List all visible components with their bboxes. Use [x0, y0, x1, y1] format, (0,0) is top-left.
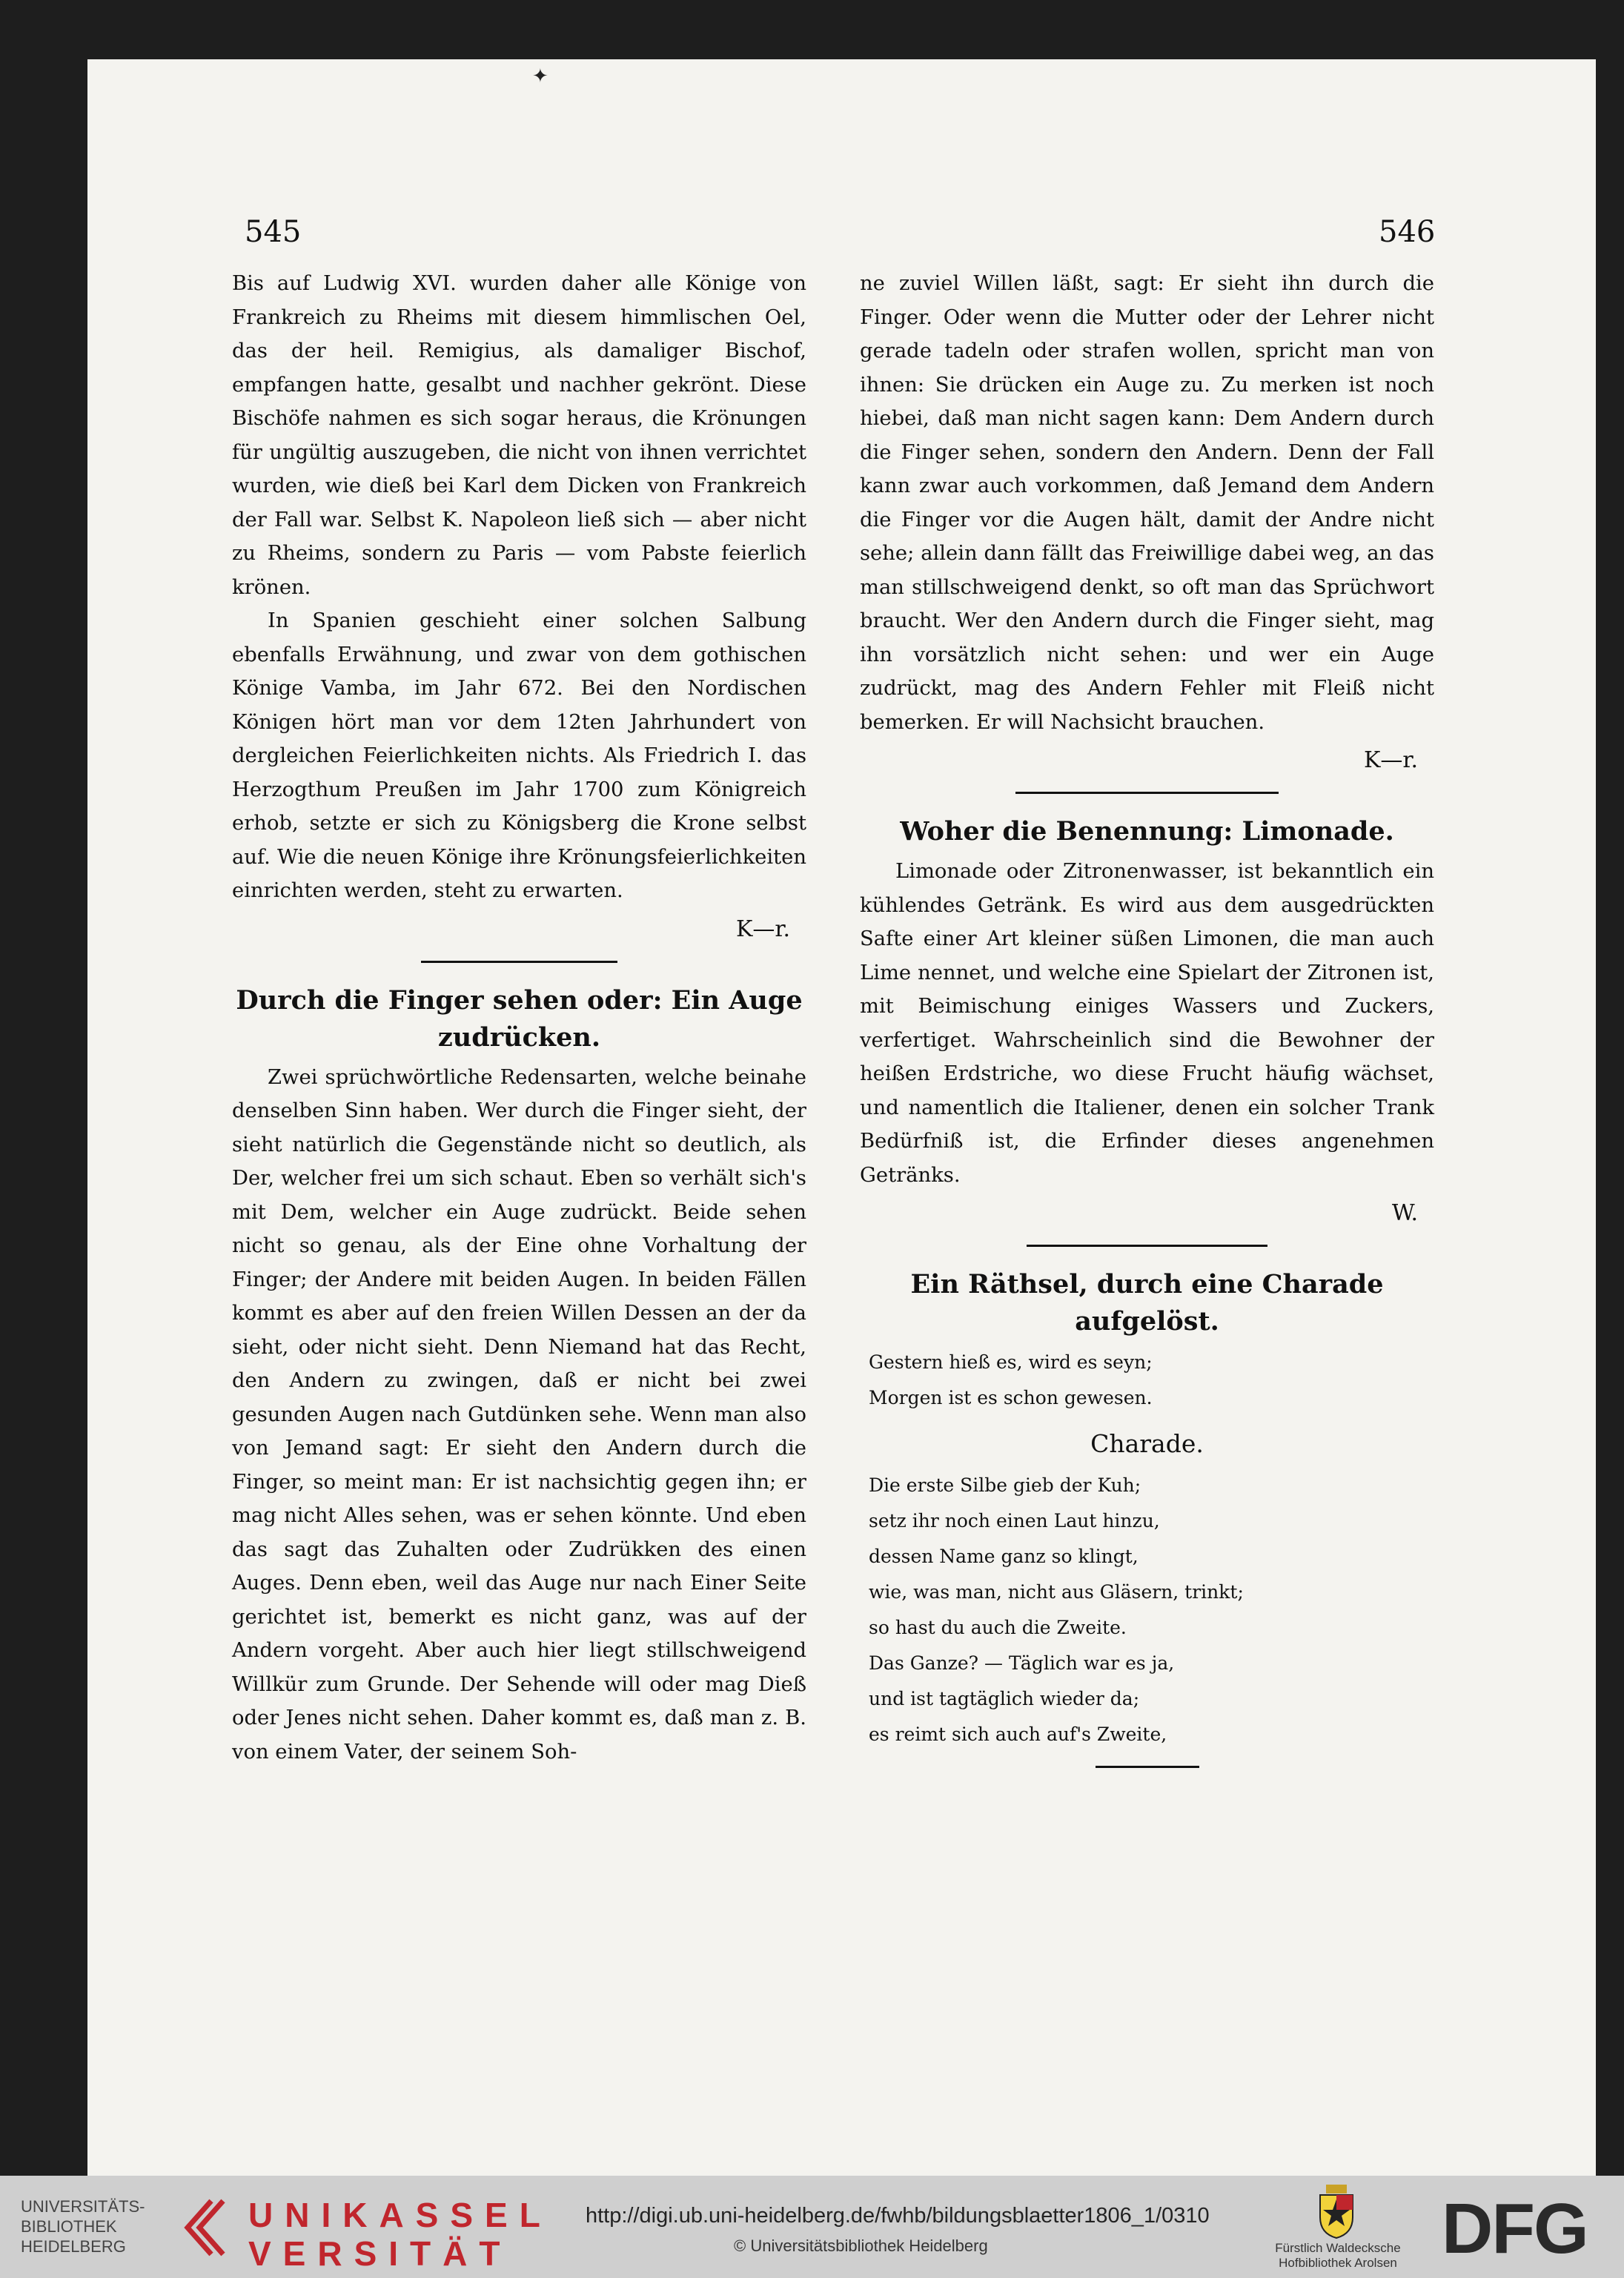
charade-line: Das Ganze? — Täglich war es ja,: [869, 1652, 1175, 1674]
signature: W.: [1391, 1200, 1418, 1226]
paragraph: In Spanien geschieht einer solchen Salbung ebenfalls Erwähnung, und zwar von dem gothischen Könige Vamba, im Jahr 672. Bei den Nordischen Königen hört man vor dem 12ten Jahrhundert von dergleichen Feierlichkeiten nichts. Als Friedrich I. das Herzogthum Preußen im Jahr 1700 zum Königreich erhob, setzte er sich zu Königsberg die Krone selbst auf. Wie die neuen Könige ihre Krönungsfeierlichkeiten einrichten werden, steht zu erwarten.: [232, 609, 806, 902]
ub-line: UNIVERSITÄTS-: [21, 2197, 145, 2216]
divider: [1096, 1766, 1199, 1768]
kassel-line: VERSITÄT: [248, 2234, 512, 2273]
ub-heidelberg-label: [21, 2196, 184, 2257]
scan-mark: ✦: [532, 65, 548, 87]
ub-line: HEIDELBERG: [21, 2237, 126, 2256]
charade-line: dessen Name ganz so klingt,: [869, 1546, 1139, 1567]
charade-line: wie, was man, nicht aus Gläsern, trinkt;: [869, 1581, 1244, 1603]
uni-kassel-logo: [248, 2196, 552, 2273]
copyright-notice: © Universitätsbibliothek Heidelberg: [734, 2236, 988, 2255]
riddle-line: Gestern hieß es, wird es seyn;: [869, 1351, 1153, 1373]
dfg-logo: DFG: [1442, 2189, 1588, 2268]
permalink-url[interactable]: http://digi.ub.uni-heidelberg.de/fwhb/bildungsblaetter1806_1/0310: [586, 2204, 1210, 2228]
left-column: [232, 267, 806, 1769]
signature: K—r.: [1364, 747, 1418, 773]
charade-line: Die erste Silbe gieb der Kuh;: [869, 1474, 1141, 1496]
right-column: [860, 267, 1434, 1787]
paragraph: ne zuviel Willen läßt, sagt: Er sieht ihn durch die Finger. Oder wenn die Mutter oder der Lehrer nicht gerade tadeln oder strafen wollen, spricht man von ihnen: Sie drücken ein Auge zu. Zu merken ist noch hiebei, daß man nicht sagen kann: Dem Andern durch die Finger sehen, sondern den Andern. Denn der Fall kann zwar auch vorkommen, daß Jemand dem Andern die Finger vor die Augen hält, damit der Andre nicht sehe; allein dann fällt das Freiwillige dabei weg, an das man stillschweigend denkt, so oft man das Sprüchwort braucht. Wer den Andern durch die Finger sieht, mag ihn vorsätzlich nicht sehen: und wer ein Auge zudrückt, mag des Andern Fehler mit Fleiß nicht bemerken. Er will Nachsicht brauchen.: [860, 272, 1434, 734]
fw-line: Fürstlich Waldecksche: [1275, 2241, 1401, 2255]
riddle-line: Morgen ist es schon gewesen.: [869, 1387, 1153, 1408]
charade-line: setz ihr noch einen Laut hinzu,: [869, 1510, 1160, 1532]
signature: K—r.: [736, 915, 790, 942]
article-heading: Woher die Benennung: Limonade.: [900, 816, 1394, 847]
page-number-left: 545: [245, 215, 302, 249]
paragraph: Zwei sprüchwörtliche Redensarten, welche beinahe denselben Sinn haben. Wer durch die Finger sieht, der sieht natürlich die Gegenstände nicht so deutlich, als Der, welcher frei um sich schaut. Eben so verhält sich's mit Dem, welcher ein Auge zudrückt. Beide sehen nicht so genau, als der Eine ohne Vorhaltung der Finger; der Andere mit beiden Augen. In beiden Fällen kommt es aber auf den freien Willen Dessen an der da sieht, oder nicht sieht. Denn Niemand hat das Recht, den Andern zu zwingen, daß er nicht bei zwei gesunden Augen nach Gutdünken sehe. Wenn man also von Jemand sagt: Er sieht den Andern durch die Finger, so meint man: Er ist nachsichtig gegen ihn; er mag nicht Alles sehen, was er sehen könnte. Und eben das sagt das Zuhalten oder Zudrükken des einen Auges. Denn eben, weil das Auge nur nach Einer Seite gerichtet ist, bemerkt es nicht ganz, was auf der Andern vorgeht. Aber auch hier liegt stillschweigend Willkür zum Grunde. Der Sehende will oder mag Dieß oder Jenes nicht sehen. Daher kommt es, daß man z. B. von einem Vater, der seinem Soh-: [232, 1065, 806, 1764]
waldeck-library-label: [1267, 2241, 1408, 2271]
ub-logo-icon: [182, 2198, 233, 2259]
footer-bar: [0, 2176, 1624, 2278]
ub-line: BIBLIOTHEK: [21, 2217, 117, 2236]
article-heading: Durch die Finger sehen oder: Ein Auge zudrücken.: [236, 984, 803, 1053]
waldeck-crest-icon: [1316, 2183, 1357, 2239]
divider: [421, 961, 617, 963]
charade-title: Charade.: [1090, 1429, 1204, 1458]
fw-line: Hofbibliothek Arolsen: [1279, 2256, 1397, 2270]
charade-line: so hast du auch die Zweite.: [869, 1617, 1127, 1638]
kassel-line: UNIKASSEL: [248, 2196, 552, 2234]
divider: [1027, 1245, 1267, 1247]
article-heading: Ein Räthsel, durch eine Charade aufgelöst.: [910, 1269, 1384, 1337]
charade-line: es reimt sich auch auf's Zweite,: [869, 1724, 1167, 1745]
divider: [1015, 792, 1279, 794]
page-number-right: 546: [1379, 215, 1436, 249]
paragraph: Limonade oder Zitronenwasser, ist bekanntlich ein kühlendes Getränk. Es wird aus dem ausgedrückten Safte einer Art kleiner süßen Limonen, die man auch Lime nennet, und welche eine Spielart der Zitronen ist, mit Beimischung einiges Wassers und Zuckers, verfertiget. Wahrscheinlich sind die Bewohner der heißen Erdstriche, wo diese Frucht häufig wächset, und namentlich die Italiener, denen ein solcher Trank Bedürfniß ist, die Erfinder dieses angenehmen Getränks.: [860, 860, 1434, 1187]
charade-line: und ist tagtäglich wieder da;: [869, 1688, 1140, 1709]
paragraph: Bis auf Ludwig XVI. wurden daher alle Könige von Frankreich zu Rheims mit diesem himmlischen Oel, das der heil. Remigius, als damaliger Bischof, empfangen hatte, gesalbt und nachher gekrönt. Diese Bischöfe nahmen es sich sogar heraus, die Krönungen für ungültig auszugeben, die nicht von ihnen verrichtet wurden, wie dieß bei Karl dem Dicken von Frankreich der Fall war. Selbst K. Napoleon ließ sich — aber nicht zu Rheims, sondern zu Paris — vom Pabste feierlich krönen.: [232, 272, 806, 599]
